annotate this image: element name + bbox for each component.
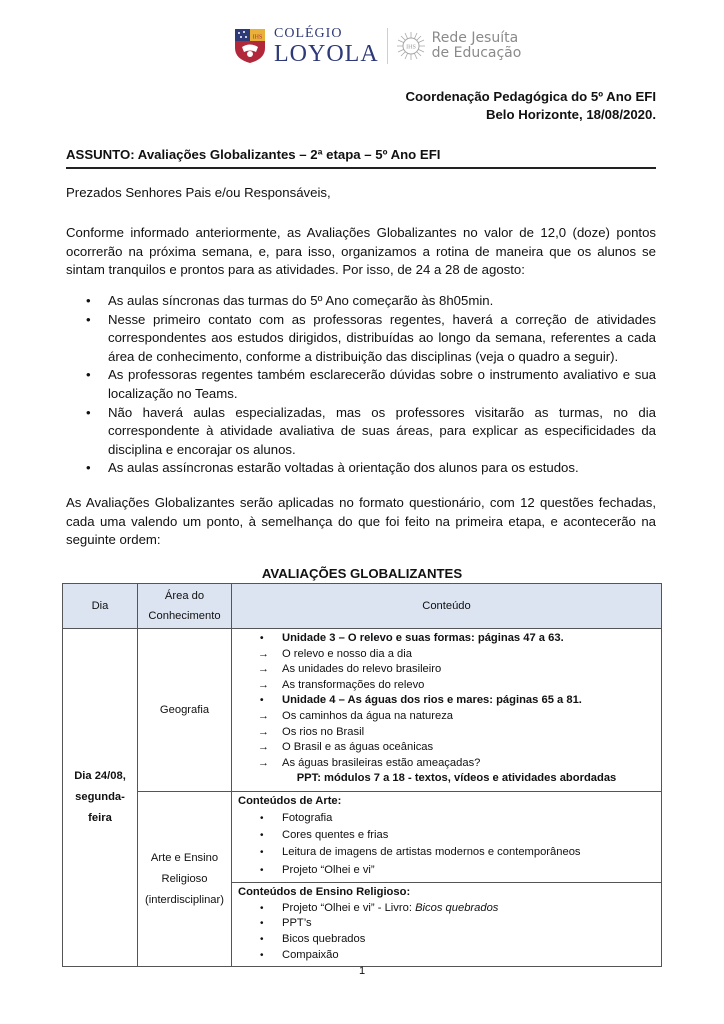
brand-name — [274, 27, 379, 66]
religioso-section-title: Conteúdos de Ensino Religioso: — [238, 886, 411, 899]
list-item: • As professoras regentes também esclarecerão dúvidas sobre o instrumento avaliativo e sua localização no Teams. — [86, 367, 656, 401]
table-row — [63, 629, 662, 792]
bullet-icon: • — [260, 934, 264, 945]
network-line-1: Rede Jesuíta — [431, 30, 519, 46]
bullet-icon: • — [260, 830, 264, 841]
table-header-row — [63, 584, 662, 629]
colegio-loyola-shield-icon — [234, 28, 266, 64]
list-item: • Projeto “Olhei e vi” - Livro: Bicos quebrados — [238, 901, 655, 917]
intro-paragraph: Conforme informado anteriormente, as Avaliações Globalizantes no valor de 12,0 (doze) pontos ocorrerão na próxima semana, e, para isso, organizamos a rotina de maneira que os alunos se sintam tranquilos e prontos para as atividades. Por isso, de 24 a 28 de agosto: — [66, 225, 656, 278]
bullet-icon: • — [86, 404, 91, 420]
list-item: → As unidades do relevo brasileiro — [238, 662, 655, 678]
logo-divider — [387, 28, 388, 64]
bullet-icon: • — [260, 633, 264, 644]
network-line-2: de Educação — [431, 45, 522, 61]
page-number: 1 — [358, 965, 366, 977]
bullet-icon: • — [260, 812, 264, 824]
list-item: • Compaixão — [238, 948, 655, 964]
brand-line-2: LOYOLA — [274, 40, 379, 67]
arrow-right-icon: → — [258, 663, 269, 676]
list-item: • Nesse primeiro contato com as professoras regentes, haverá a correção de atividades correspondentes aos estudos dirigidos, distribuídas ao longo da semana, referentes a cada área de conhecimento, conforme a distribuição das disciplinas (veja o quadro a seguir). — [86, 311, 656, 364]
arrow-right-icon: → — [258, 647, 269, 660]
network-name — [432, 31, 522, 61]
svg-text:IHS: IHS — [405, 44, 416, 51]
list-item: • Projeto “Olhei e vi” — [238, 862, 655, 879]
list-item: • Unidade 3 – O relevo e suas formas: páginas 47 a 63. — [238, 631, 655, 647]
list-item: • Não haverá aulas especializadas, mas os professores visitarão as turmas, no dia correspondente à atividade avaliativa de suas áreas, para explicar as especificidades da disciplina e encorajar os alunos. — [86, 404, 656, 457]
content-cell-arte — [232, 792, 662, 883]
bullet-icon: • — [86, 293, 91, 308]
area-cell-geografia: Geografia — [138, 629, 232, 792]
bullet-icon: • — [260, 695, 264, 707]
bullet-icon: • — [86, 460, 91, 476]
schedule-bullet-list — [86, 292, 656, 478]
greeting: Prezados Senhores Pais e/ou Responsáveis, — [66, 185, 331, 200]
list-item: • Bicos quebrados — [238, 932, 655, 948]
list-item: → Os caminhos da água na natureza — [238, 709, 655, 725]
column-header-day: Dia — [63, 584, 138, 629]
content-cell-geografia — [232, 629, 662, 792]
ppt-note: PPT: módulos 7 a 18 - textos, vídeos e atividades abordadas — [296, 772, 617, 785]
arrow-right-icon: → — [258, 709, 269, 722]
arrow-right-icon: → — [258, 741, 269, 754]
list-item: • As aulas assíncronas estarão voltadas à orientação dos alunos para os estudos. — [86, 459, 656, 478]
table-title: AVALIAÇÕES GLOBALIZANTES — [261, 566, 463, 581]
assessment-schedule-table — [62, 583, 662, 967]
day-cell: Dia 24/08, segunda- feira — [63, 629, 138, 967]
list-item: → Os rios no Brasil — [238, 725, 655, 741]
list-item: → As transformações do relevo — [238, 678, 655, 694]
list-item: • Fotografia — [238, 810, 655, 827]
bullet-icon: • — [260, 864, 264, 876]
list-item: • PPT’s — [238, 916, 655, 932]
svg-text:IHS: IHS — [252, 34, 263, 41]
brand-line-1: COLÉGIO — [274, 25, 343, 41]
arrow-right-icon: → — [258, 756, 269, 769]
area-cell-arte-religioso: Arte e Ensino Religioso (interdisciplinar) — [138, 792, 232, 967]
place-date-line: Belo Horizonte, 18/08/2020. — [485, 107, 656, 122]
list-item: → O relevo e nosso dia a dia — [238, 647, 655, 663]
bullet-icon: • — [260, 949, 264, 961]
subject-line: ASSUNTO: Avaliações Globalizantes – 2ª etapa – 5º Ano EFI — [66, 147, 656, 169]
jesuit-seal-icon — [396, 31, 426, 61]
list-item: → O Brasil e as águas oceânicas — [238, 740, 655, 756]
list-item: → As águas brasileiras estão ameaçadas? — [238, 756, 655, 772]
bullet-icon: • — [260, 918, 264, 930]
list-item: • Unidade 4 – As águas dos rios e mares: páginas 65 a 81. — [238, 693, 655, 709]
column-header-content: Conteúdo — [232, 584, 662, 629]
column-header-area: Área do Conhecimento — [138, 584, 232, 629]
format-paragraph: As Avaliações Globalizantes serão aplicadas no formato questionário, com 12 questões fechadas, cada uma valendo um ponto, à semelhança do que foi feito na primeira etapa, e acontecerão na seguinte ordem: — [66, 495, 656, 548]
list-item: • As aulas síncronas das turmas do 5º Ano começarão às 8h05min. — [86, 292, 656, 311]
table-row — [63, 792, 662, 883]
content-cell-ensino-religioso — [232, 883, 662, 967]
arte-section-title: Conteúdos de Arte: — [238, 795, 342, 807]
bullet-icon: • — [86, 311, 91, 327]
list-item: • Cores quentes e frias — [238, 827, 655, 844]
sender-block — [405, 88, 656, 124]
bullet-icon: • — [86, 367, 91, 383]
bullet-icon: • — [260, 847, 264, 859]
bullet-icon: • — [260, 902, 264, 914]
header-logo — [234, 24, 521, 68]
arrow-right-icon: → — [258, 678, 269, 691]
list-item: • Leitura de imagens de artistas modernos e contemporâneos — [238, 844, 655, 861]
arrow-right-icon: → — [258, 725, 269, 738]
coordination-line: Coordenação Pedagógica do 5º Ano EFI — [405, 89, 656, 104]
